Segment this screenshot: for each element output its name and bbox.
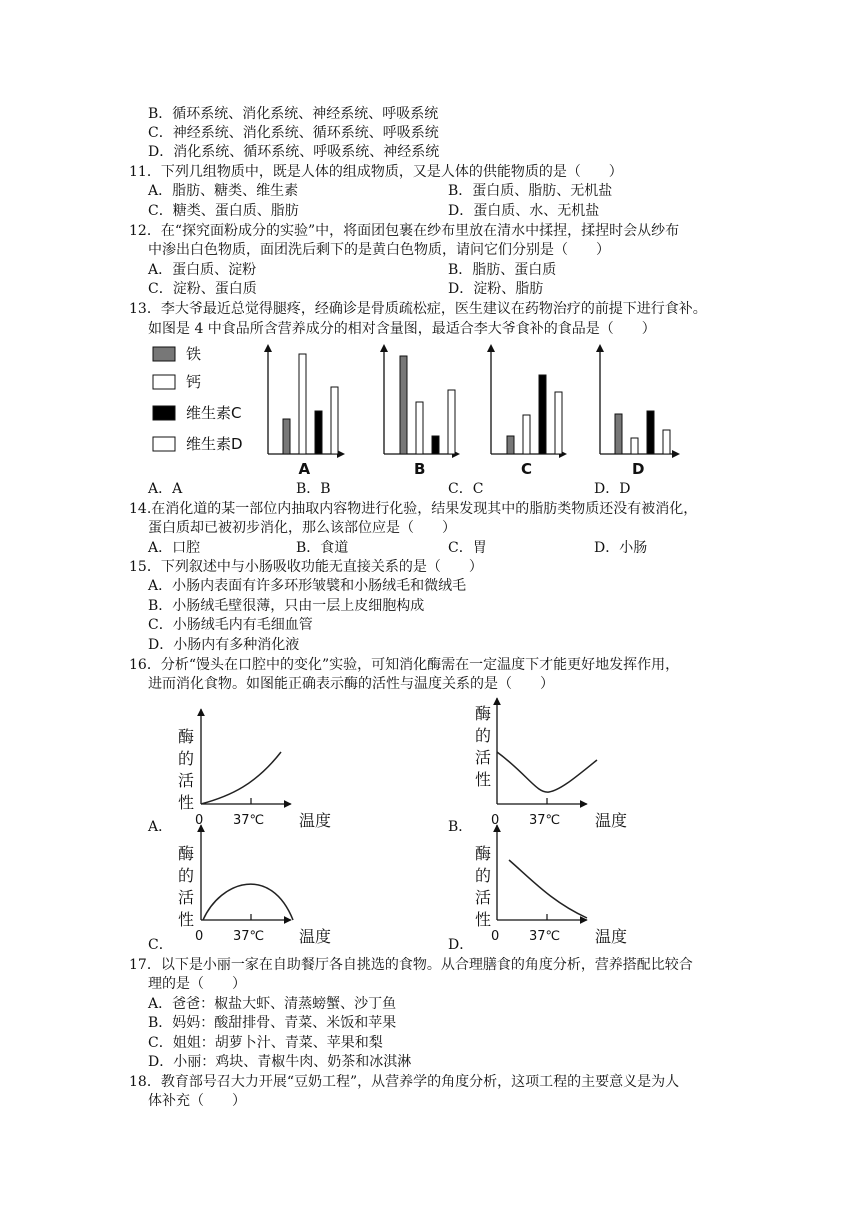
- q13-stem-line2: 如图是 4 中食品所含营养成分的相对含量图，最适合李大爷食补的食品是（ ）: [148, 321, 656, 337]
- panel-label-A: A: [298, 460, 311, 478]
- q12-option-a: A．蛋白质、淀粉: [148, 262, 257, 278]
- y-label-char: 的: [475, 866, 492, 885]
- x-axis-arrow: [672, 450, 680, 458]
- legend-swatch-vitamin-d: [153, 437, 175, 451]
- q18-stem-line1: 18．教育部号召大力开展“豆奶工程”，从营养学的角度分析，这项工程的主要意义是为人: [129, 1074, 680, 1090]
- panel-C: [487, 344, 567, 478]
- q18-stem-line2: 体补充（ ）: [148, 1093, 246, 1109]
- graph-C: [178, 825, 331, 946]
- q13-option-c: C．C: [448, 481, 484, 497]
- bar-D-2: [631, 438, 638, 454]
- legend-swatch-calcium: [153, 375, 175, 389]
- graph-B: [475, 698, 627, 830]
- q11-stem: 11．下列几组物质中，既是人体的组成物质，又是人体的供能物质的是（ ）: [129, 164, 623, 180]
- q11-option-a: A．脂肪、糖类、维生素: [148, 183, 299, 199]
- legend-label-calcium: 钙: [186, 373, 202, 391]
- q13-option-b: B．B: [296, 481, 331, 497]
- y-label-char: 活: [178, 888, 195, 907]
- q16-option-a: A．: [148, 819, 173, 835]
- q14-stem-line2: 蛋白质却已被初步消化，那么该部位应是（ ）: [148, 520, 456, 536]
- q15-option-b: B．小肠绒毛壁很薄，只由一层上皮细胞构成: [148, 598, 425, 614]
- origin-label: 0: [195, 813, 204, 828]
- q14-stem-line1: 14.在消化道的某一部位内抽取内容物进行化验，结果发现其中的脂肪类物质还没有被消化，: [129, 501, 698, 517]
- bar-C-2: [523, 415, 530, 454]
- y-label-char: 酶: [475, 704, 492, 723]
- q17-option-d: D．小丽：鸡块、青椒牛肉、奶茶和冰淇淋: [148, 1054, 412, 1070]
- q12-option-d: D．淀粉、脂肪: [448, 281, 544, 297]
- q12-stem-line1: 12．在“探究面粉成分的实验”中，将面团包裹在纱布里放在清水中揉捏，揉捏时会从纱布: [129, 223, 680, 239]
- q17-option-b: B．妈妈：酸甜排骨、青菜、米饭和苹果: [148, 1015, 397, 1031]
- q14-option-d: D．小肠: [594, 540, 648, 556]
- bar-A-1: [283, 419, 290, 454]
- q15-stem: 15．下列叙述中与小肠吸收功能无直接关系的是（ ）: [129, 559, 483, 575]
- legend-label-iron: 铁: [186, 345, 202, 363]
- activity-curve: [497, 752, 597, 792]
- x-label: 温度: [595, 811, 628, 830]
- bar-D-1: [615, 414, 622, 454]
- legend-label-vitamin-c: 维生素C: [186, 404, 242, 422]
- legend-label-vitamin-d: 维生素D: [186, 435, 243, 453]
- q14-option-a: A．口腔: [148, 540, 201, 556]
- activity-curve: [201, 752, 281, 804]
- tick-label: 37℃: [529, 929, 561, 944]
- bar-A-2: [299, 354, 306, 454]
- bar-A-3: [315, 411, 322, 454]
- graph-A: [178, 709, 331, 830]
- y-label-char: 的: [475, 726, 492, 745]
- q15-option-c: C．小肠绒毛内有毛细血管: [148, 617, 313, 633]
- activity-curve: [203, 884, 293, 920]
- panel-B: [380, 344, 460, 478]
- y-label-char: 的: [178, 866, 195, 885]
- y-label-char: 性: [178, 910, 195, 929]
- q16-stem-line2: 进而消化食物。如图能正确表示酶的活性与温度关系的是（ ）: [148, 676, 554, 692]
- q11-option-d: D．蛋白质、水、无机盐: [448, 203, 600, 219]
- tick-label: 37℃: [529, 813, 561, 828]
- q17-option-a: A．爸爸：椒盐大虾、清蒸螃蟹、沙丁鱼: [148, 996, 397, 1012]
- x-label: 温度: [299, 811, 332, 830]
- origin-label: 0: [491, 813, 500, 828]
- x-label: 温度: [299, 927, 332, 946]
- q13-stem-line1: 13．李大爷最近总觉得腿疼，经确诊是骨质疏松症，医生建议在药物治疗的前提下进行食补。: [129, 301, 707, 317]
- q16-option-b: B．: [448, 819, 473, 835]
- q17-option-c: C．姐姐：胡萝卜汁、青菜、苹果和梨: [148, 1035, 383, 1051]
- y-axis-arrow: [264, 344, 272, 352]
- q15-option-a: A．小肠内表面有许多环形皱襞和小肠绒毛和微绒毛: [148, 578, 467, 594]
- y-label-char: 酶: [178, 844, 195, 863]
- q13-option-a: A．A: [148, 481, 183, 497]
- q14-option-c: C．胃: [448, 540, 487, 556]
- y-axis-arrow: [596, 344, 604, 352]
- bar-C-3: [539, 375, 546, 454]
- q11-option-b: B．蛋白质、脂肪、无机盐: [448, 183, 613, 199]
- y-label-char: 酶: [475, 844, 492, 863]
- q16-stem-line1: 16．分析“馒头在口腔中的变化”实验，可知消化酶需在一定温度下才能更好地发挥作用，: [129, 657, 680, 673]
- q12-option-b: B．脂肪、蛋白质: [448, 262, 557, 278]
- q16-graph-panels: [178, 698, 627, 946]
- y-axis-arrow: [380, 344, 388, 352]
- q17-stem-line2: 理的是（ ）: [148, 976, 246, 992]
- q16-option-d: D．: [448, 937, 474, 953]
- y-label-char: 性: [475, 910, 492, 929]
- graph-D: [475, 825, 627, 946]
- q16-enzyme-graphs: [0, 695, 860, 955]
- activity-curve: [509, 860, 587, 918]
- q10-option-d: D．消化系统、循环系统、呼吸系统、神经系统: [148, 144, 440, 160]
- q13-option-d: D．D: [594, 481, 631, 497]
- y-label-char: 活: [475, 748, 492, 767]
- panel-D: [596, 344, 680, 478]
- q17-stem-line1: 17．以下是小丽一家在自助餐厅各自挑选的食物。从合理膳食的角度分析，营养搭配比较合: [129, 957, 693, 973]
- y-axis-arrow: [487, 344, 495, 352]
- q16-option-c: C．: [148, 937, 173, 953]
- y-label-char: 活: [178, 771, 195, 790]
- bar-B-2: [416, 402, 423, 454]
- legend-swatch-vitamin-c: [153, 406, 175, 420]
- tick-label: 37℃: [233, 813, 265, 828]
- tick-label: 37℃: [233, 929, 265, 944]
- legend-swatch-iron: [153, 347, 175, 361]
- panel-label-C: C: [521, 460, 533, 478]
- q13-nutrient-chart: [0, 340, 860, 480]
- bar-B-3: [432, 436, 439, 454]
- bar-B-4: [448, 390, 455, 454]
- y-label-char: 酶: [178, 727, 195, 746]
- q10-option-c: C．神经系统、消化系统、循环系统、呼吸系统: [148, 125, 439, 141]
- origin-label: 0: [491, 929, 500, 944]
- bar-B-1: [400, 356, 407, 454]
- bar-D-4: [663, 430, 670, 454]
- y-label-char: 的: [178, 749, 195, 768]
- bar-C-4: [555, 392, 562, 454]
- y-label-char: 性: [178, 793, 195, 812]
- chart-legend: [153, 345, 243, 453]
- chart-plots: [264, 344, 680, 478]
- q11-option-c: C．糖类、蛋白质、脂肪: [148, 203, 299, 219]
- q10-option-b: B．循环系统、消化系统、神经系统、呼吸系统: [148, 106, 439, 122]
- q12-option-c: C．淀粉、蛋白质: [148, 281, 257, 297]
- q12-stem-line2: 中渗出白色物质，面团洗后剩下的是黄白色物质，请问它们分别是（ ）: [148, 242, 610, 258]
- origin-label: 0: [195, 929, 204, 944]
- bar-C-1: [507, 436, 514, 454]
- y-label-char: 性: [475, 770, 492, 789]
- panel-A: [264, 344, 345, 478]
- q14-option-b: B．食道: [296, 540, 349, 556]
- q15-option-d: D．小肠内有多种消化液: [148, 637, 300, 653]
- bar-D-3: [647, 411, 654, 454]
- bar-A-4: [331, 387, 338, 454]
- y-label-char: 活: [475, 888, 492, 907]
- panel-label-B: B: [414, 460, 426, 478]
- panel-label-D: D: [632, 460, 645, 478]
- x-label: 温度: [595, 927, 628, 946]
